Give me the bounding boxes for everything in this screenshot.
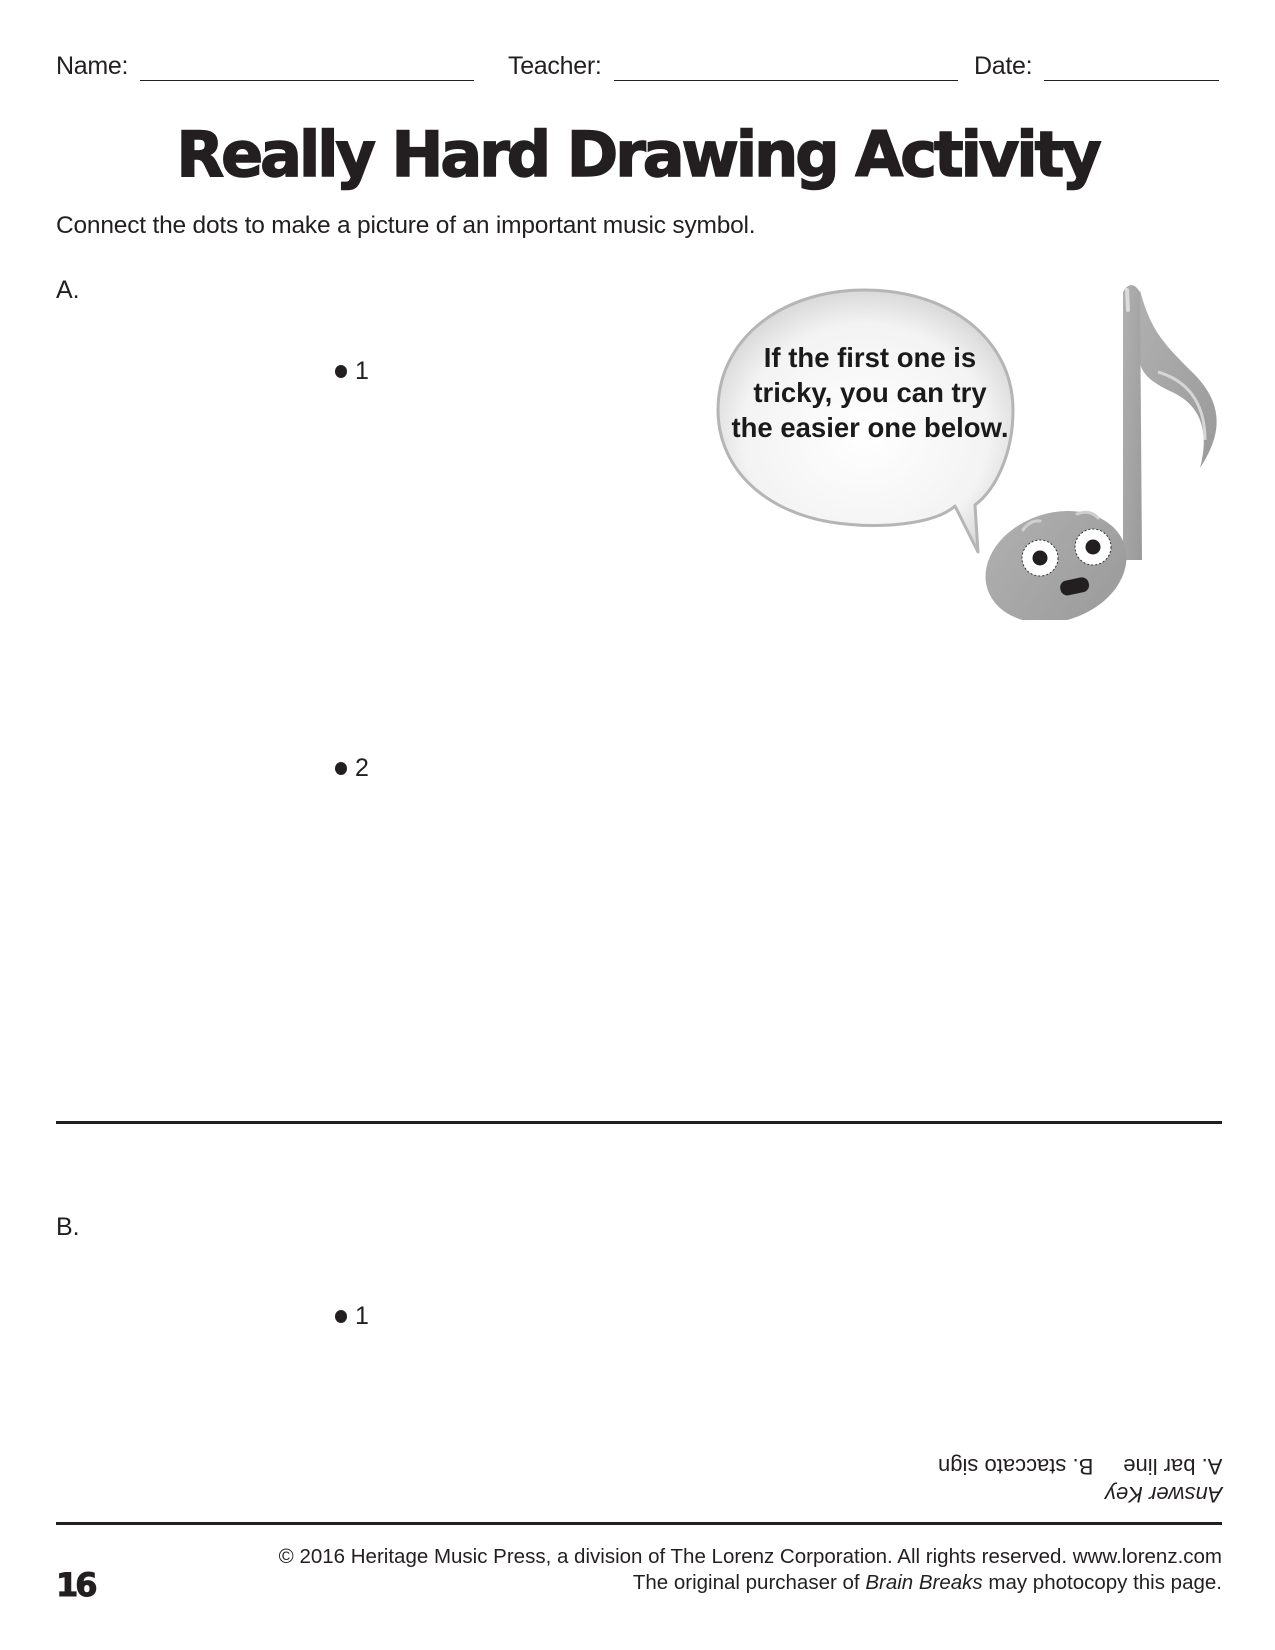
- answer-key: [938, 1452, 1222, 1508]
- name-label: Name:: [56, 52, 129, 80]
- dot-number: 2: [355, 754, 369, 782]
- book-title: Brain Breaks: [865, 1571, 983, 1594]
- answer-key-answers: [938, 1452, 1222, 1480]
- answer-b: B. staccato sign: [937, 1454, 1093, 1479]
- page-number: 16: [56, 1566, 95, 1604]
- eighth-note-mascot-icon: [700, 270, 1230, 620]
- date-blank-line[interactable]: [1044, 58, 1219, 81]
- teacher-label: Teacher:: [508, 52, 602, 80]
- answer-a: A. bar line: [1122, 1454, 1222, 1479]
- copyright-line-2-pre: The original purchaser of: [632, 1571, 866, 1594]
- dot-icon: [335, 365, 347, 378]
- section-a-label: A.: [56, 276, 80, 304]
- instruction-text: Connect the dots to make a picture of an important music symbol.: [56, 212, 756, 239]
- copyright-line-2: [279, 1570, 1222, 1596]
- section-divider: [56, 1121, 1222, 1124]
- copyright-notice: [279, 1544, 1222, 1596]
- student-info-row: [56, 52, 1221, 84]
- answer-key-title: Answer Key: [1104, 1482, 1222, 1507]
- dot-number: 1: [355, 357, 369, 385]
- date-field[interactable]: [974, 52, 1219, 81]
- page-title: Really Hard Drawing Activity: [176, 118, 1099, 191]
- footer-rule: [56, 1522, 1222, 1525]
- dot-number: 1: [355, 1302, 369, 1330]
- section-a-dot-1[interactable]: [335, 357, 369, 386]
- dot-icon: [335, 762, 347, 775]
- copyright-line-2-post: may photocopy this page.: [982, 1571, 1222, 1594]
- date-label: Date:: [974, 52, 1033, 80]
- teacher-field[interactable]: [508, 52, 958, 81]
- name-field[interactable]: [56, 52, 474, 81]
- section-b-dot-1[interactable]: [335, 1302, 369, 1331]
- name-blank-line[interactable]: [140, 58, 474, 81]
- section-b-label: B.: [56, 1213, 80, 1241]
- speech-bubble-text: If the first one is tricky, you can try the easier one below.: [731, 342, 1009, 443]
- dot-icon: [335, 1310, 347, 1323]
- section-a-dot-2[interactable]: [335, 754, 369, 783]
- teacher-blank-line[interactable]: [614, 58, 958, 81]
- copyright-line-1: © 2016 Heritage Music Press, a division of The Lorenz Corporation. All rights reserved. www.lorenz.com: [278, 1545, 1222, 1568]
